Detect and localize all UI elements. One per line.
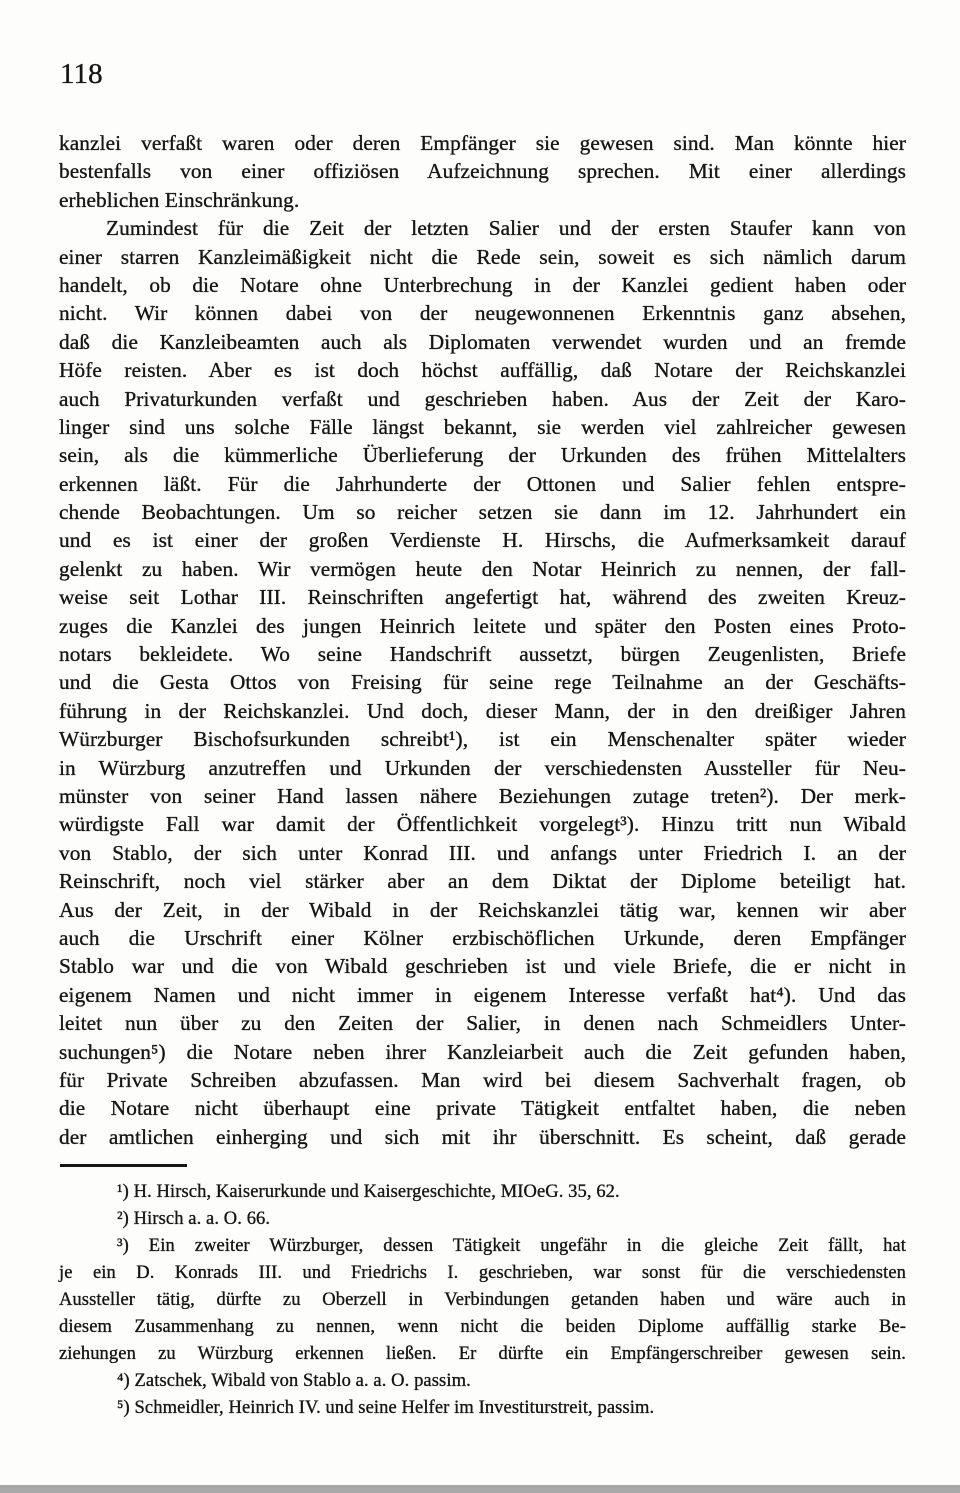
text-line: Stablo war und die von Wibald geschrieben ist und viele Briefe, die er nicht in bbox=[59, 954, 906, 979]
text-line: kanzlei verfaßt waren oder deren Empfänger sie gewesen sind. Man könnte hier bbox=[59, 131, 906, 155]
text-line: suchungen⁵) die Notare neben ihrer Kanzleiarbeit auch die Zeit gefunden haben, bbox=[59, 1039, 906, 1064]
text-line: Aus der Zeit, in der Wibald in der Reichskanzlei tätig war, kennen wir aber bbox=[59, 897, 906, 922]
footnote-line: ⁵) Schmeidler, Heinrich IV. und seine Helfer im Investiturstreit, passim. bbox=[117, 1398, 655, 1418]
text-line: von Stablo, der sich unter Konrad III. und anfangs unter Friedrich I. an der bbox=[59, 840, 906, 865]
text-line: linger sind uns solche Fälle längst bekannt, sie werden viel zahlreicher gewesen bbox=[59, 414, 906, 439]
text-line: für Private Schreiben abzufassen. Man wird bei diesem Sachverhalt fragen, ob bbox=[59, 1067, 906, 1092]
footnote-line: ziehungen zu Würzburg erkennen ließen. Er dürfte ein Empfängerschreiber gewesen sein. bbox=[59, 1344, 906, 1364]
text-line: bestenfalls von einer offiziösen Aufzeichnung sprechen. Mit einer allerdings bbox=[59, 159, 906, 184]
footnote-line: Aussteller tätig, dürfte zu Oberzell in Verbindungen getanden haben und wäre auch in bbox=[59, 1290, 906, 1310]
text-line: Reinschrift, noch viel stärker aber an dem Diktat der Diplome beteiligt hat. bbox=[59, 869, 906, 894]
text-line: chende Beobachtungen. Um so reicher setzen sie dann im 12. Jahrhundert ein bbox=[59, 500, 906, 525]
text-line: in Würzburg anzutreffen und Urkunden der verschiedensten Aussteller für Neu- bbox=[59, 755, 906, 780]
text-line: gelenkt zu haben. Wir vermögen heute den Notar Heinrich zu nennen, der fall- bbox=[59, 556, 906, 581]
footnote-line: je ein D. Konrads III. und Friedrichs I. geschrieben, war sonst für die verschiedensten bbox=[59, 1263, 906, 1283]
text-line: zuges die Kanzlei des jungen Heinrich leitete und später den Posten eines Proto- bbox=[59, 613, 906, 638]
footnotes-block bbox=[59, 1179, 906, 1422]
text-line: Höfe reisten. Aber es ist doch höchst auffällig, daß Notare der Reichskanzlei bbox=[59, 358, 906, 383]
text-line: führung in der Reichskanzlei. Und doch, dieser Mann, der in den dreißiger Jahren bbox=[59, 698, 906, 723]
footnote-line: ²) Hirsch a. a. O. 66. bbox=[117, 1209, 271, 1229]
text-line: leitet nun über zu den Zeiten der Salier, in denen nach Schmeidlers Unter- bbox=[59, 1011, 906, 1036]
main-text-block bbox=[59, 129, 906, 1151]
text-line: auch Privaturkunden verfaßt und geschrieben haben. Aus der Zeit der Karo- bbox=[59, 386, 906, 411]
text-line: notars bekleidete. Wo seine Handschrift aussetzt, bürgen Zeugenlisten, Briefe bbox=[59, 642, 906, 667]
text-line: eigenem Namen und nicht immer in eigenem Interesse verfaßt hat⁴). Und das bbox=[59, 982, 906, 1007]
text-line: erheblichen Einschränkung. bbox=[59, 187, 300, 212]
footnote-line: ⁴) Zatschek, Wibald von Stablo a. a. O. passim. bbox=[117, 1371, 471, 1391]
text-line: erkennen läßt. Für die Jahrhunderte der Ottonen und Salier fehlen entspre- bbox=[59, 471, 906, 496]
text-line: daß die Kanzleibeamten auch als Diplomaten verwendet wurden und an fremde bbox=[59, 329, 906, 354]
page-number: 118 bbox=[60, 58, 103, 90]
text-line: weise seit Lothar III. Reinschriften angefertigt hat, während des zweiten Kreuz- bbox=[59, 585, 906, 610]
footnote-line: ¹) H. Hirsch, Kaiserurkunde und Kaisergeschichte, MIOeG. 35, 62. bbox=[117, 1182, 620, 1202]
footnote-line: ³) Ein zweiter Würzburger, dessen Tätigkeit ungefähr in die gleiche Zeit fällt, hat bbox=[117, 1236, 906, 1256]
text-line: Zumindest für die Zeit der letzten Salier und der ersten Staufer kann von bbox=[106, 216, 906, 241]
text-line: auch die Urschrift einer Kölner erzbischöflichen Urkunde, deren Empfänger bbox=[59, 925, 906, 950]
text-line: Würzburger Bischofsurkunden schreibt¹), ist ein Menschenalter später wieder bbox=[59, 727, 906, 752]
text-line: nicht. Wir können dabei von der neugewonnenen Erkenntnis ganz absehen, bbox=[59, 301, 906, 326]
text-line: handelt, ob die Notare ohne Unterbrechung in der Kanzlei gedient haben oder bbox=[59, 272, 906, 297]
text-line: und es ist einer der großen Verdienste H. Hirschs, die Aufmerksamkeit darauf bbox=[59, 528, 906, 553]
text-line: die Notare nicht überhaupt eine private Tätigkeit entfaltet haben, die neben bbox=[59, 1096, 906, 1121]
text-line: und die Gesta Ottos von Freising für seine rege Teilnahme an der Geschäfts- bbox=[59, 670, 906, 695]
text-line: sein, als die kümmerliche Überlieferung der Urkunden des frühen Mittelalters bbox=[59, 443, 906, 468]
text-line: würdigste Fall war damit der Öffentlichkeit vorgelegt³). Hinzu tritt nun Wibald bbox=[59, 812, 906, 837]
text-line: der amtlichen einherging und sich mit ihr überschnitt. Es scheint, daß gerade bbox=[59, 1124, 906, 1149]
scan-edge-bar bbox=[0, 1485, 960, 1493]
text-line: einer starren Kanzleimäßigkeit nicht die Rede sein, soweit es sich nämlich darum bbox=[59, 244, 906, 269]
footnote-separator bbox=[60, 1164, 187, 1167]
footnote-line: diesem Zusammenhang zu nennen, wenn nicht die beiden Diplome auffällig starke Be- bbox=[59, 1317, 906, 1337]
text-line: münster von seiner Hand lassen nähere Beziehungen zutage treten²). Der merk- bbox=[59, 783, 906, 808]
